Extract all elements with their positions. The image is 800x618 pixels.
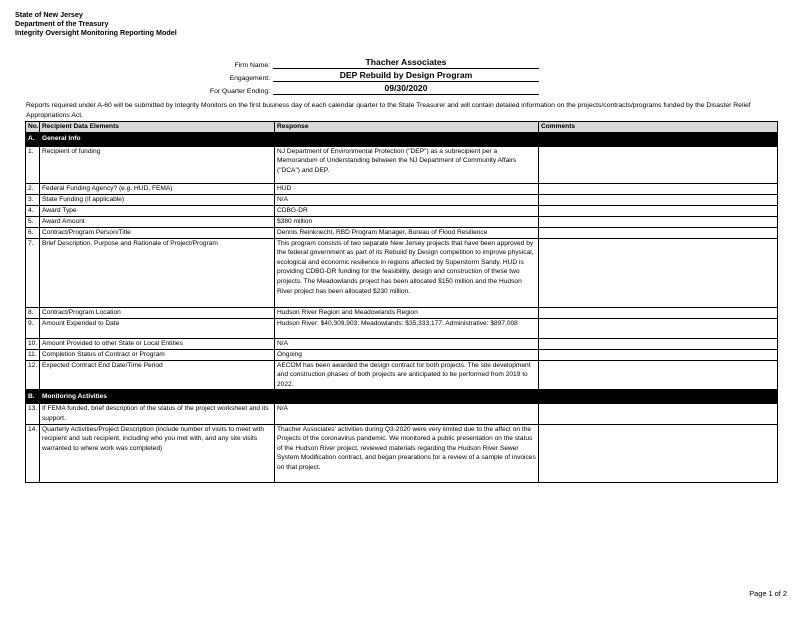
page-number: Page 1 of 2 — [749, 589, 787, 598]
row-comments — [539, 307, 778, 318]
table-row — [26, 360, 778, 390]
table-row — [26, 216, 778, 227]
table-row — [26, 205, 778, 216]
row-comments — [539, 227, 778, 238]
header-response: Response — [275, 122, 539, 133]
row-no: 2. — [26, 183, 40, 194]
organization-header — [15, 10, 177, 37]
row-comments — [539, 238, 778, 307]
firm-name-row — [150, 56, 550, 69]
section-a-title: General Info — [40, 132, 778, 146]
row-no: 1. — [26, 146, 40, 183]
report-title: Integrity Oversight Monitoring Reporting Model — [15, 28, 177, 37]
row-element: Completion Status of Contract or Program — [40, 349, 275, 360]
row-no: 8. — [26, 307, 40, 318]
row-element: Federal Funding Agency? (e.g. HUD, FEMA) — [40, 183, 275, 194]
section-b-title: Monitoring Activities — [40, 390, 778, 404]
report-meta — [150, 56, 550, 95]
row-element: Award Type — [40, 205, 275, 216]
row-element: Recipient of funding — [40, 146, 275, 183]
section-general-info — [26, 132, 778, 146]
row-response: Hudson River Region and Meadowlands Region — [275, 307, 539, 318]
table-row — [26, 338, 778, 349]
report-table — [25, 121, 778, 483]
row-no: 6. — [26, 227, 40, 238]
engagement-label: Engagement: — [229, 75, 270, 82]
row-response: N/A — [275, 338, 539, 349]
row-element: If FEMA funded, brief description of the status of the project worksheet and its support. — [40, 404, 275, 424]
row-response: Ongoing — [275, 349, 539, 360]
row-response: N/A — [275, 194, 539, 205]
engagement-row — [150, 69, 550, 82]
table-row — [26, 146, 778, 183]
table-header-row — [26, 122, 778, 133]
row-comments — [539, 183, 778, 194]
row-comments — [539, 424, 778, 482]
row-no: 9. — [26, 318, 40, 338]
firm-name-value: Thacher Associates — [273, 57, 539, 69]
header-no: No. — [26, 122, 40, 133]
table-row — [26, 194, 778, 205]
quarter-label: For Quarter Ending: — [209, 88, 270, 95]
row-response: NJ Department of Environmental Protection ("DEP") as a subrecipient per a Memorandum of Understanding between the NJ Department of Community Affairs ("DCA") and DEP. — [275, 146, 539, 183]
row-element: State Funding (if applicable) — [40, 194, 275, 205]
row-element: Expected Contract End Date/Time Period — [40, 360, 275, 390]
row-no: 3. — [26, 194, 40, 205]
row-no: 5. — [26, 216, 40, 227]
table-row — [26, 227, 778, 238]
row-no: 12. — [26, 360, 40, 390]
row-comments — [539, 216, 778, 227]
row-response: Thacher Associates' activities during Q3-2020 were very limited due to the affect on the Projects of the coronavirus pandemic. We monitored a public presentation on the status of the Hudson River project, reviewed materials regarding the Hudson River Sewer System Modification contract, and began prearations for a review of a sample of invoices on that project. — [275, 424, 539, 482]
row-comments — [539, 404, 778, 424]
engagement-value: DEP Rebuild by Design Program — [273, 70, 539, 82]
row-response: HUD — [275, 183, 539, 194]
department-name: Department of the Treasury — [15, 19, 109, 28]
row-no: 14. — [26, 424, 40, 482]
quarter-value: 09/30/2020 — [273, 83, 539, 95]
row-element: Brief Description, Purpose and Rationale of Project/Program — [40, 238, 275, 307]
row-no: 11. — [26, 349, 40, 360]
row-comments — [539, 360, 778, 390]
row-comments — [539, 318, 778, 338]
table-row — [26, 404, 778, 424]
row-response: CDBG-DR — [275, 205, 539, 216]
row-comments — [539, 338, 778, 349]
quarter-row — [150, 82, 550, 95]
row-response: AECOM has been awarded the design contract for both projects. The site development and construction phases of both projects are anticipated to be performed from 2019 to 2022. — [275, 360, 539, 390]
row-element: Award Amount — [40, 216, 275, 227]
row-comments — [539, 194, 778, 205]
intro-paragraph: Reports required under A-60 will be submitted by Integrity Monitors on the first business day of each calendar quarter to the State Treasurer and will contain detailed information on the projects/contracts/programs funded by the Disaster Relief Appropriations Act. — [26, 102, 751, 119]
section-a-no: A. — [26, 132, 40, 146]
row-response: Hudson River: $40,309,903; Meadowlands: $35,333,177; Administrative: $897,008 — [275, 318, 539, 338]
section-b-no: B. — [26, 390, 40, 404]
header-comments: Comments — [539, 122, 778, 133]
row-element: Amount Expended to Date — [40, 318, 275, 338]
header-element: Recipient Data Elements — [40, 122, 275, 133]
row-comments — [539, 205, 778, 216]
row-no: 10. — [26, 338, 40, 349]
firm-name-label: Firm Name: — [234, 62, 270, 69]
row-no: 4. — [26, 205, 40, 216]
row-comments — [539, 349, 778, 360]
section-monitoring-activities — [26, 390, 778, 404]
row-response: N/A — [275, 404, 539, 424]
row-comments — [539, 146, 778, 183]
table-row — [26, 238, 778, 307]
row-response: This program consists of two separate New Jersey projects that have been approved by the federal government as part of its Rebuild by Design competition to improve physical, ecological and economic resilience in regions affected by Superstorm Sandy. HUD is providing CDBG-DR funding for the feasibility, design and construction of these two projects. The Meadowlands project has been allocated $150 million and the Hudson River project has been allocated $230 million. — [275, 238, 539, 307]
row-response: $380 million — [275, 216, 539, 227]
table-row — [26, 424, 778, 482]
row-element: Amount Provided to other State or Local Entities — [40, 338, 275, 349]
row-element: Contract/Program Person/Title — [40, 227, 275, 238]
row-response: Dennis Reinknecht, RBD Program Manager, Bureau of Flood Resilience — [275, 227, 539, 238]
state-name: State of New Jersey — [15, 10, 83, 19]
table-row — [26, 307, 778, 318]
row-element: Quarterly Activities/Project Description (include number of visits to meet with recipient and sub recipient, including who you met with, and any site visits warranted to where work was completed) — [40, 424, 275, 482]
table-row — [26, 349, 778, 360]
row-element: Contract/Program Location — [40, 307, 275, 318]
table-row — [26, 183, 778, 194]
row-no: 7. — [26, 238, 40, 307]
row-no: 13. — [26, 404, 40, 424]
table-row — [26, 318, 778, 338]
